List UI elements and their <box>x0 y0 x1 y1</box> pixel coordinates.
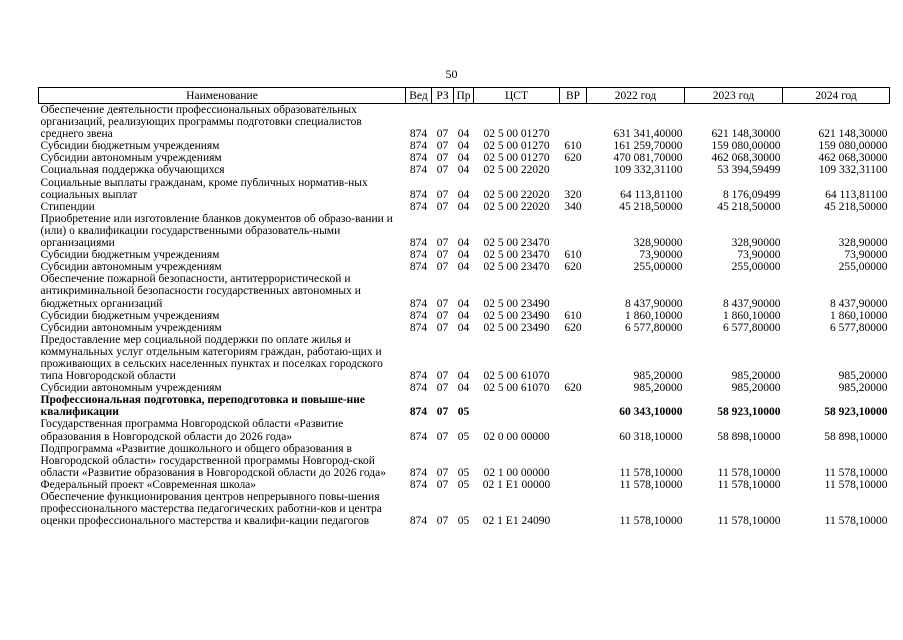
row-ved: 874 <box>409 261 428 274</box>
table-row <box>39 104 890 141</box>
row-pr: 05 <box>457 466 470 479</box>
header-name: Наименование <box>39 88 406 104</box>
row-value-2024: 64 113,81100 <box>825 188 888 201</box>
row-value-2022: 8 437,90000 <box>625 297 683 310</box>
row-rz: 07 <box>436 430 449 443</box>
row-value-2024: 255,00000 <box>838 261 888 274</box>
row-cst: 02 5 00 23470 <box>483 261 550 274</box>
table-row <box>39 213 890 249</box>
row-value-2022: 985,20000 <box>633 382 683 395</box>
row-rz: 07 <box>436 370 449 383</box>
row-pr: 04 <box>457 370 470 383</box>
row-ved: 874 <box>409 515 428 528</box>
row-value-2023: 985,20000 <box>731 382 781 395</box>
row-vr <box>560 213 587 249</box>
budget-table <box>38 87 890 527</box>
row-name: Государственная программа Новгородской области «Развитие образования в Новгородской области до 2026 года» <box>40 418 344 443</box>
row-vr <box>560 104 587 141</box>
row-value-2023: 11 578,10000 <box>717 466 781 479</box>
row-ved: 874 <box>409 249 428 262</box>
row-vr: 610 <box>564 140 582 153</box>
row-rz: 07 <box>436 188 449 201</box>
page-number: 50 <box>445 67 458 81</box>
row-cst: 02 5 00 22020 <box>483 200 550 213</box>
row-pr: 04 <box>457 321 470 334</box>
row-name: Приобретение или изготовление бланков документов об образо-вании и (или) о квалификации государственными образователь-ными организациями <box>40 212 393 250</box>
row-cst: 02 5 00 01270 <box>483 152 550 165</box>
row-value-2023: 6 577,80000 <box>723 321 781 334</box>
row-ved: 874 <box>409 478 428 491</box>
table-row <box>39 273 890 309</box>
header-pr: Пр <box>454 88 474 104</box>
row-value-2024: 11 578,10000 <box>824 515 888 528</box>
table-row <box>39 322 890 334</box>
header-ved: Вед <box>406 88 432 104</box>
row-pr: 05 <box>457 406 470 419</box>
row-ved: 874 <box>409 164 428 177</box>
row-rz: 07 <box>436 382 449 395</box>
row-pr: 05 <box>457 430 470 443</box>
row-pr: 04 <box>457 297 470 310</box>
row-name: Обеспечение функционирования центров непрерывного повы-шения профессионального мастерства педагогических работни-ков и центра оценки профессионального мастерства и квалифи-кации педагогов <box>40 491 382 528</box>
row-value-2022: 6 577,80000 <box>625 321 683 334</box>
row-name: Социальная поддержка обучающихся <box>40 164 225 177</box>
row-pr: 05 <box>457 478 470 491</box>
row-value-2024: 159 080,00000 <box>818 140 888 153</box>
row-value-2022: 11 578,10000 <box>619 515 683 528</box>
row-vr: 620 <box>564 382 582 395</box>
row-value-2022: 328,90000 <box>633 237 683 250</box>
row-value-2023: 8 437,90000 <box>723 297 781 310</box>
row-name: Субсидии автономным учреждениям <box>40 321 222 334</box>
row-value-2023: 11 578,10000 <box>717 478 781 491</box>
row-vr <box>560 479 587 491</box>
table-row <box>39 491 890 527</box>
row-rz: 07 <box>436 164 449 177</box>
row-cst: 02 5 00 23490 <box>483 297 550 310</box>
row-pr: 04 <box>457 164 470 177</box>
row-vr: 610 <box>564 249 582 262</box>
row-name: Подпрограмма «Развитие дошкольного и общего образования в Новгородской области» государственной программы Новгород-ской области «Развитие образования в Новгородской области до 2026 года» <box>40 442 386 479</box>
table-row <box>39 140 890 152</box>
row-rz: 07 <box>436 249 449 262</box>
row-value-2022: 255,00000 <box>633 261 683 274</box>
row-value-2022: 109 332,31100 <box>613 164 683 177</box>
row-pr: 04 <box>457 249 470 262</box>
row-cst: 02 5 00 22020 <box>483 188 550 201</box>
table-row <box>39 164 890 176</box>
row-value-2023: 58 898,10000 <box>717 430 781 443</box>
row-value-2022: 60 343,10000 <box>619 406 683 419</box>
row-vr: 620 <box>564 152 582 165</box>
header-2024: 2024 год <box>783 88 890 104</box>
row-rz: 07 <box>436 309 449 322</box>
row-pr: 04 <box>457 152 470 165</box>
row-value-2023: 11 578,10000 <box>717 515 781 528</box>
row-rz: 07 <box>436 200 449 213</box>
row-pr: 04 <box>457 237 470 250</box>
row-value-2024: 73,90000 <box>844 249 888 262</box>
row-pr: 04 <box>457 261 470 274</box>
row-rz: 07 <box>436 321 449 334</box>
row-value-2022: 631 341,40000 <box>613 128 683 141</box>
row-value-2023: 8 176,09499 <box>723 188 781 201</box>
row-ved: 874 <box>409 309 428 322</box>
row-value-2022: 1 860,10000 <box>625 309 683 322</box>
row-value-2022: 45 218,50000 <box>619 200 683 213</box>
row-vr: 620 <box>564 261 582 274</box>
row-cst: 02 5 00 23470 <box>483 237 550 250</box>
header-2022: 2022 год <box>587 88 685 104</box>
row-value-2022: 985,20000 <box>633 370 683 383</box>
row-cst: 02 0 00 00000 <box>483 430 550 443</box>
row-pr: 04 <box>457 200 470 213</box>
row-name: Субсидии бюджетным учреждениям <box>40 309 220 322</box>
row-value-2024: 6 577,80000 <box>830 321 888 334</box>
row-ved: 874 <box>409 430 428 443</box>
row-cst: 02 5 00 01270 <box>483 128 550 141</box>
row-vr <box>560 491 587 527</box>
table-row <box>39 418 890 442</box>
row-name: Социальные выплаты гражданам, кроме публичных норматив-ных социальных выплат <box>40 176 368 201</box>
row-name: Обеспечение деятельности профессиональных образовательных организаций, реализующих программы подготовки специалистов среднего звена <box>40 104 362 141</box>
row-cst: 02 5 00 01270 <box>483 140 550 153</box>
row-value-2023: 1 860,10000 <box>723 309 781 322</box>
row-value-2023: 58 923,10000 <box>717 406 781 419</box>
row-value-2022: 11 578,10000 <box>619 478 683 491</box>
row-value-2023: 45 218,50000 <box>717 200 781 213</box>
row-name: Субсидии автономным учреждениям <box>40 382 222 395</box>
row-value-2024: 985,20000 <box>838 382 888 395</box>
table-row <box>39 249 890 261</box>
row-value-2024: 8 437,90000 <box>830 297 888 310</box>
row-rz: 07 <box>436 140 449 153</box>
row-name: Обеспечение пожарной безопасности, антитеррористической и антикриминальной безопасности государственных автономных и бюджетных организаций <box>40 273 361 310</box>
row-rz: 07 <box>436 406 449 419</box>
header-2023: 2023 год <box>685 88 783 104</box>
row-ved: 874 <box>409 140 428 153</box>
row-name: Предоставление мер социальной поддержки по оплате жилья и коммунальных услуг отдельным категориям граждан, работаю-щих и проживающих в сельских населенных пунктах и поселках городского типа Новгородской области <box>40 333 383 383</box>
row-pr: 04 <box>457 140 470 153</box>
row-ved: 874 <box>409 382 428 395</box>
row-cst: 02 5 00 61070 <box>483 382 550 395</box>
row-rz: 07 <box>436 261 449 274</box>
row-value-2024: 328,90000 <box>838 237 888 250</box>
row-pr: 04 <box>457 128 470 141</box>
row-value-2023: 328,90000 <box>731 237 781 250</box>
row-name: Субсидии автономным учреждениям <box>40 261 222 274</box>
row-value-2023: 985,20000 <box>731 370 781 383</box>
row-ved: 874 <box>409 200 428 213</box>
row-value-2024: 462 068,30000 <box>818 152 888 165</box>
header-cst: ЦСТ <box>474 88 560 104</box>
row-value-2022: 60 318,10000 <box>619 430 683 443</box>
row-value-2023: 159 080,00000 <box>711 140 781 153</box>
row-vr <box>560 164 587 176</box>
row-rz: 07 <box>436 297 449 310</box>
row-cst: 02 1 E1 24090 <box>482 515 551 528</box>
row-name: Субсидии бюджетным учреждениям <box>40 140 220 153</box>
row-ved: 874 <box>409 237 428 250</box>
row-value-2024: 58 923,10000 <box>824 406 888 419</box>
row-name: Субсидии бюджетным учреждениям <box>40 249 220 262</box>
row-rz: 07 <box>436 466 449 479</box>
row-name: Профессиональная подготовка, переподготовка и повыше-ние квалификации <box>40 394 366 419</box>
row-value-2023: 53 394,59499 <box>717 164 781 177</box>
row-rz: 07 <box>436 128 449 141</box>
row-vr <box>560 418 587 442</box>
row-value-2022: 470 081,70000 <box>613 152 683 165</box>
table-header-row <box>39 88 890 104</box>
row-ved: 874 <box>409 321 428 334</box>
table-row <box>39 382 890 394</box>
row-value-2024: 1 860,10000 <box>830 309 888 322</box>
row-value-2024: 109 332,31100 <box>818 164 888 177</box>
row-pr: 04 <box>457 188 470 201</box>
row-value-2022: 73,90000 <box>639 249 683 262</box>
row-cst: 02 5 00 61070 <box>483 370 550 383</box>
row-rz: 07 <box>436 152 449 165</box>
table-row <box>39 201 890 213</box>
row-pr: 04 <box>457 382 470 395</box>
row-cst <box>474 394 560 418</box>
row-cst: 02 5 00 22020 <box>483 164 550 177</box>
row-vr: 320 <box>564 188 582 201</box>
row-vr <box>560 394 587 418</box>
row-vr: 340 <box>564 200 582 213</box>
row-cst: 02 1 E1 00000 <box>482 478 551 491</box>
row-ved: 874 <box>409 128 428 141</box>
row-cst: 02 5 00 23470 <box>483 249 550 262</box>
row-vr <box>560 273 587 309</box>
row-name: Субсидии автономным учреждениям <box>40 152 222 165</box>
row-value-2023: 73,90000 <box>737 249 781 262</box>
row-pr: 04 <box>457 309 470 322</box>
row-vr: 620 <box>564 321 582 334</box>
table-row <box>39 310 890 322</box>
row-ved: 874 <box>409 370 428 383</box>
row-value-2022: 161 259,70000 <box>613 140 683 153</box>
row-value-2024: 58 898,10000 <box>824 430 888 443</box>
row-value-2023: 255,00000 <box>731 261 781 274</box>
table-row <box>39 479 890 491</box>
row-ved: 874 <box>409 188 428 201</box>
row-value-2024: 985,20000 <box>838 370 888 383</box>
row-cst: 02 5 00 23490 <box>483 309 550 322</box>
row-ved: 874 <box>409 466 428 479</box>
row-rz: 07 <box>436 478 449 491</box>
row-vr <box>560 334 587 382</box>
row-value-2022: 64 113,81100 <box>620 188 683 201</box>
row-ved: 874 <box>409 297 428 310</box>
table-row <box>39 334 890 382</box>
row-value-2024: 45 218,50000 <box>824 200 888 213</box>
header-rz: РЗ <box>432 88 454 104</box>
row-rz: 07 <box>436 515 449 528</box>
row-ved: 874 <box>409 152 428 165</box>
header-vr: ВР <box>560 88 587 104</box>
row-vr <box>560 443 587 479</box>
table-row <box>39 261 890 273</box>
row-ved: 874 <box>409 406 428 419</box>
table-row <box>39 152 890 164</box>
row-name: Стипендии <box>40 200 95 213</box>
row-rz: 07 <box>436 237 449 250</box>
row-pr: 05 <box>457 515 470 528</box>
row-value-2024: 621 148,30000 <box>818 128 888 141</box>
row-cst: 02 5 00 23490 <box>483 321 550 334</box>
row-name: Федеральный проект «Современная школа» <box>40 478 257 491</box>
row-value-2024: 11 578,10000 <box>824 478 888 491</box>
row-value-2022: 11 578,10000 <box>619 466 683 479</box>
row-value-2023: 462 068,30000 <box>711 152 781 165</box>
table-row <box>39 394 890 418</box>
table-row <box>39 443 890 479</box>
row-value-2023: 621 148,30000 <box>711 128 781 141</box>
table-row <box>39 177 890 201</box>
row-cst: 02 1 00 00000 <box>483 466 550 479</box>
row-vr: 610 <box>564 309 582 322</box>
row-value-2024: 11 578,10000 <box>824 466 888 479</box>
